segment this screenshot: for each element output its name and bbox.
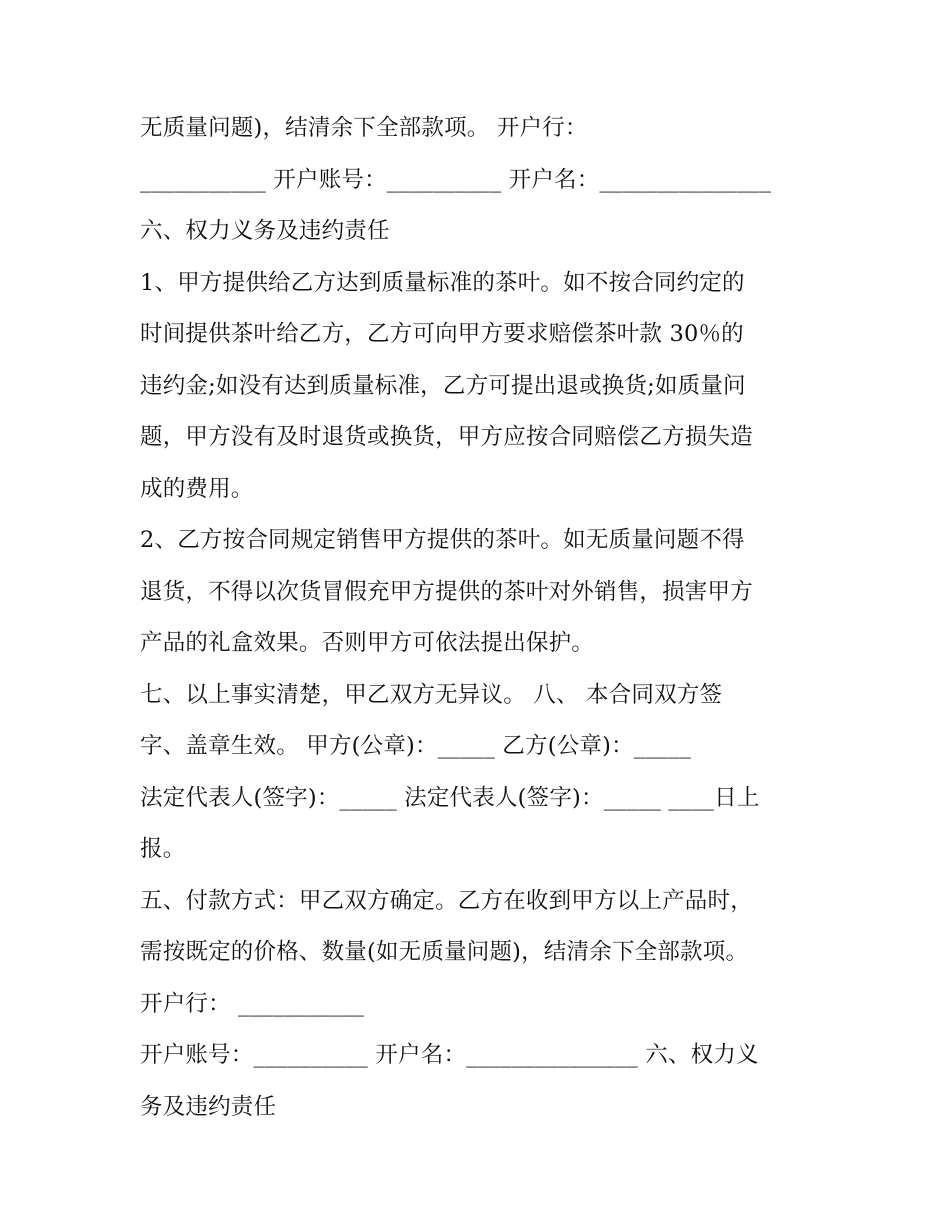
text-line: 务及违约责任: [140, 1093, 277, 1120]
text-line: 成的费用。: [140, 475, 254, 502]
text-line: 1、甲方提供给乙方达到质量标准的茶叶。如不按合同约定的: [140, 269, 745, 296]
text-line: 产品的礼盒效果。否则甲方可依法提出保护。: [140, 630, 595, 656]
text-line: ___________ 开户账号：__________ 开户名：_______________: [140, 166, 772, 193]
text-line: 退货，不得以次货冒假充甲方提供的茶叶对外销售，损害甲方: [140, 578, 753, 605]
text-line: 题，甲方没有及时退货或换货，甲方应按合同赔偿乙方损失造: [140, 424, 753, 450]
text-line: 开户行： ___________: [140, 990, 365, 1017]
text-line: 五、付款方式：甲乙双方确定。乙方在收到甲方以上产品时，: [140, 887, 753, 914]
contract-text: [140, 103, 820, 1133]
text-line: 法定代表人(签字)：_____ 法定代表人(签字)：_____ ____日上: [140, 784, 760, 811]
text-line: 开户账号：__________ 开户名：_______________ 六、权力义: [140, 1042, 759, 1068]
text-line: 七、以上事实清楚，甲乙双方无异议。 八、 本合同双方签: [140, 681, 723, 708]
text-line: 报。: [140, 836, 186, 862]
text-line: 2、乙方按合同规定销售甲方提供的茶叶。如无质量问题不得: [140, 527, 745, 553]
section-heading: 六、权力义务及违约责任: [140, 218, 390, 244]
text-line: 时间提供茶叶给乙方，乙方可向甲方要求赔偿茶叶款 30％的: [140, 321, 744, 347]
text-line: 无质量问题)，结清余下全部款项。 开户行：: [140, 115, 588, 141]
text-line: 违约金;如没有达到质量标准，乙方可提出退或换货;如质量问: [140, 372, 746, 399]
text-line: 字、盖章生效。 甲方(公章)：_____ 乙方(公章)：_____: [140, 733, 692, 759]
text-line: 需按既定的价格、数量(如无质量问题)，结清余下全部款项。: [140, 939, 749, 965]
